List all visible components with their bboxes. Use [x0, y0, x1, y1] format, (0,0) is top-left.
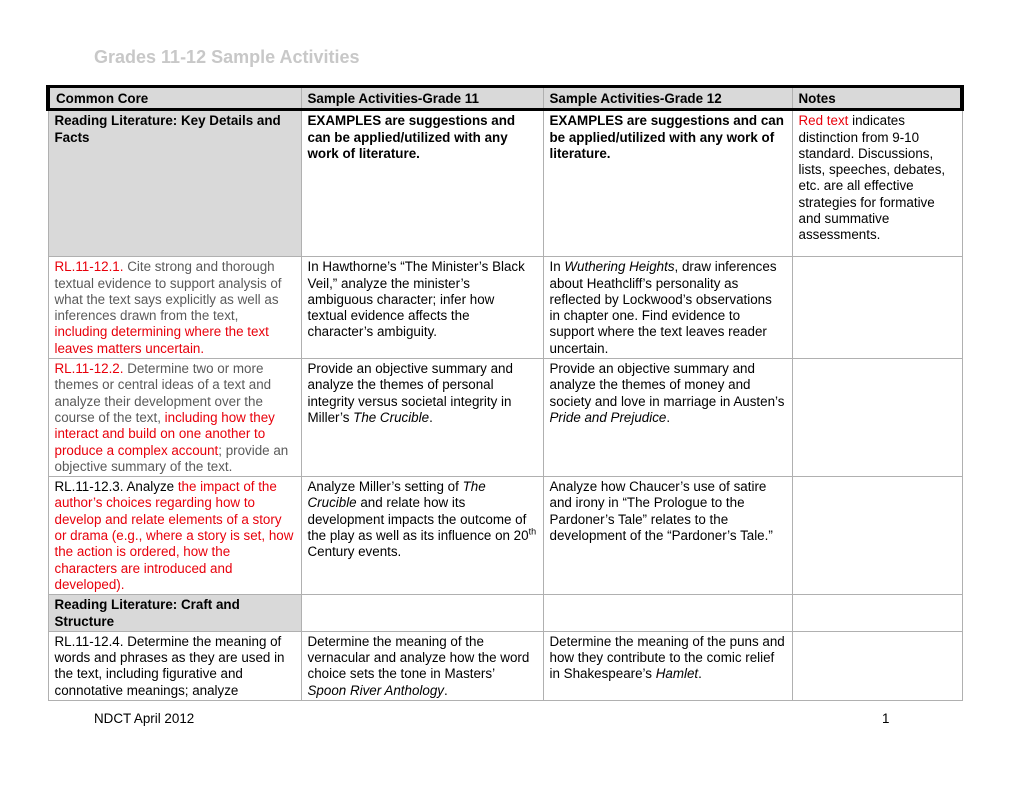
text-run: Determine the meaning of the vernacular and analyze how the word choice sets the tone in Masters’: [307, 633, 530, 682]
standard-text: ; provide an objective summary of the text.: [54, 442, 289, 474]
superscript: th: [528, 526, 537, 537]
standard-red-text: the impact of the author’s choices regarding how to develop and relate elements of a story or drama (e.g., where a story is set, how the action is ordered, how the characters are introduced and developed).: [54, 479, 294, 592]
grade-11-cell: [301, 477, 543, 595]
table-row: [48, 257, 962, 359]
work-title: The Crucible: [307, 479, 486, 511]
text-run: Century events.: [307, 544, 402, 560]
work-title: Pride and Prejudice: [549, 409, 667, 425]
notes-cell: [792, 595, 962, 632]
table-row: [48, 595, 962, 632]
text-run: Determine the meaning of the puns and how they contribute to the comic relief: [549, 633, 785, 666]
table-row: [48, 477, 962, 595]
standard-text: Cite strong and thorough textual evidence to support analysis of what the text says explicitly as well as inferences drawn from the text,: [54, 259, 282, 324]
standard-text: RL.11-12.3. Analyze: [54, 479, 178, 495]
standard-code: RL.11-12.1.: [54, 259, 124, 275]
text-run: Provide an objective summary and analyze the themes of personal integrity versus societal integrity in Miller’s: [307, 361, 513, 425]
standard-red-text: including determining where the text leaves matters uncertain.: [54, 324, 269, 356]
notes-cell: [792, 110, 962, 257]
activities-table: [46, 85, 964, 701]
work-title: Hamlet: [655, 666, 699, 682]
text-run: .: [666, 409, 671, 425]
grade-12-cell: [543, 595, 792, 632]
notes-cell: [792, 359, 962, 477]
text-run: and relate how its development impacts the outcome of the play as well as its influence on 20: [307, 495, 529, 544]
work-title: Wuthering Heights: [564, 259, 675, 275]
standard-cell: [48, 359, 301, 477]
notes-cell: [792, 477, 962, 595]
standard-cell: [48, 477, 301, 595]
grade-11-cell: [301, 595, 543, 632]
grade-11-cell: In Hawthorne’s “The Minister’s Black Veil,” analyze the minister’s ambiguous character; infer how textual evidence affects the character’s ambiguity.: [301, 257, 543, 359]
table-row: [48, 110, 962, 257]
grade-12-cell: [543, 257, 792, 359]
work-title: The Crucible: [353, 409, 430, 425]
section-label: Reading Literature: Craft and Structure: [48, 595, 301, 632]
text-run: Provide an objective summary and analyze the themes of money and society and love in marriage in Austen’s: [549, 361, 785, 409]
text-run: , draw inferences about Heathcliff’s personality as reflected by Lockwood’s observations in chapter one. Find evidence to support where the text leaves reader uncertain.: [549, 259, 777, 356]
notes-red-text: Red text: [798, 113, 849, 129]
grade-12-cell: EXAMPLES are suggestions and can be applied/utilized with any work of literature.: [543, 110, 792, 257]
table-row: [48, 631, 962, 700]
standard-text: Determine two or more themes or central ideas of a text and analyze their development over the course of the text,: [54, 361, 272, 425]
footer-date: NDCT April 2012: [94, 711, 195, 726]
notes-cell: [792, 257, 962, 359]
page-number: 1: [882, 711, 890, 726]
text-line: [550, 666, 786, 682]
notes-cell: [792, 631, 962, 700]
standard-code: RL.11-12.2.: [54, 361, 124, 377]
header-notes: Notes: [792, 87, 962, 110]
page-title: Grades 11-12 Sample Activities: [94, 47, 360, 67]
grade-12-cell: [543, 631, 792, 700]
notes-text: indicates distinction from 9-10 standard. Discussions, lists, speeches, debates, etc. are all effective strategies for formative and summative assessments.: [798, 113, 946, 243]
grade-11-cell: [301, 631, 543, 700]
standard-cell: [48, 257, 301, 359]
grade-12-cell: [543, 359, 792, 477]
text-run: in Shakespeare’s: [549, 666, 656, 682]
standard-cell: RL.11-12.4. Determine the meaning of words and phrases as they are used in the text, including figurative and connotative meanings; analyze: [48, 631, 301, 700]
header-grade-11: Sample Activities-Grade 11: [301, 87, 543, 110]
standard-red-text: including how they interact and build on one another to produce a complex account: [54, 409, 275, 458]
grade-11-cell: [301, 359, 543, 477]
text-run: .: [429, 409, 433, 425]
text-run: In: [549, 259, 565, 275]
table-row: [48, 359, 962, 477]
text-run: Analyze Miller’s setting of: [307, 479, 463, 495]
grade-11-cell: EXAMPLES are suggestions and can be applied/utilized with any work of literature.: [301, 110, 543, 257]
text-run: .: [443, 682, 448, 698]
header-grade-12: Sample Activities-Grade 12: [543, 87, 792, 110]
work-title: Spoon River Anthology: [307, 682, 444, 698]
grade-12-cell: Analyze how Chaucer’s use of satire and irony in “The Prologue to the Pardoner’s Tale” relates to the development of the “Pardoner’s Tale.”: [543, 477, 792, 595]
header-common-core: Common Core: [48, 87, 301, 110]
text-run: .: [698, 666, 702, 682]
table-header-row: [48, 87, 962, 110]
section-label: Reading Literature: Key Details and Facts: [48, 110, 301, 257]
